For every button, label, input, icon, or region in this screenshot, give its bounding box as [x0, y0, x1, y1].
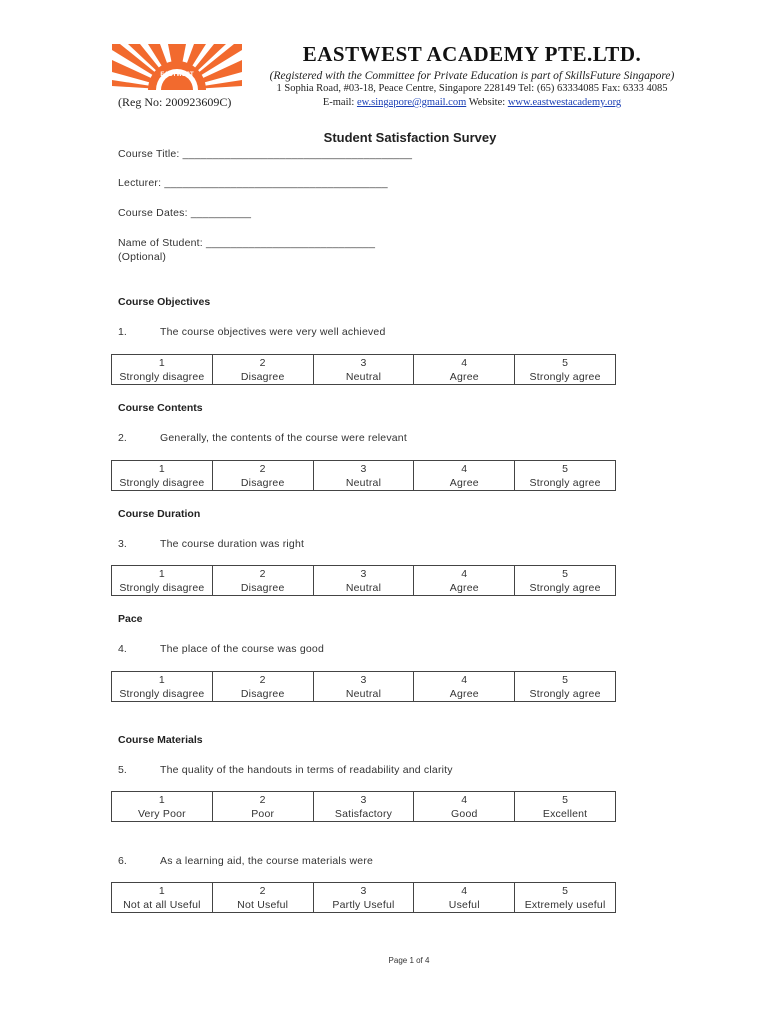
- rating-option[interactable]: 2 Not Useful: [212, 883, 313, 913]
- question-number: 6.: [118, 855, 127, 867]
- section-course-objectives: Course Objectives: [118, 296, 211, 308]
- question-number: 3.: [118, 538, 127, 550]
- website-link[interactable]: www.eastwestacademy.org: [507, 97, 622, 108]
- question-number: 4.: [118, 643, 127, 655]
- rating-option[interactable]: 5 Strongly agree: [515, 461, 616, 491]
- registration-note: (Registered with the Committee for Private Education is part of SkillsFuture Singapore): [269, 70, 675, 82]
- rating-option[interactable]: 1 Strongly disagree: [112, 566, 213, 596]
- course-dates-field[interactable]: Course Dates: __________: [118, 207, 252, 219]
- lecturer-field[interactable]: Lecturer: _____________________________________: [118, 177, 388, 189]
- question-text: The course duration was right: [160, 538, 305, 550]
- academy-logo: [112, 44, 242, 92]
- course-title-field[interactable]: Course Title: ______________________________________: [118, 148, 413, 160]
- rating-scale-q6: [111, 882, 616, 913]
- rating-option[interactable]: 4 Agree: [414, 355, 515, 385]
- table-row: [112, 355, 616, 385]
- rating-option[interactable]: 3 Satisfactory: [313, 792, 414, 822]
- organization-name: EASTWEST ACADEMY PTE.LTD.: [302, 42, 642, 66]
- rating-option[interactable]: 4 Agree: [414, 566, 515, 596]
- rating-option[interactable]: 2 Poor: [212, 792, 313, 822]
- question-number: 5.: [118, 764, 127, 776]
- rating-option[interactable]: 4 Agree: [414, 672, 515, 702]
- question-number: 2.: [118, 432, 127, 444]
- rating-option[interactable]: 5 Strongly agree: [515, 355, 616, 385]
- table-row: [112, 883, 616, 913]
- rating-option[interactable]: 2 Disagree: [212, 566, 313, 596]
- table-row: [112, 792, 616, 822]
- rating-scale-q1: [111, 354, 616, 385]
- website-label: Website:: [466, 97, 508, 108]
- rating-option[interactable]: 2 Disagree: [212, 672, 313, 702]
- rating-option[interactable]: 4 Good: [414, 792, 515, 822]
- rating-option[interactable]: 1 Very Poor: [112, 792, 213, 822]
- rating-option[interactable]: 2 Disagree: [212, 355, 313, 385]
- rating-option[interactable]: 1 Not at all Useful: [112, 883, 213, 913]
- rating-option[interactable]: 5 Excellent: [515, 792, 616, 822]
- registration-number: (Reg No: 200923609C): [118, 95, 232, 109]
- rating-scale-q3: [111, 565, 616, 596]
- survey-title: Student Satisfaction Survey: [323, 130, 497, 145]
- rating-option[interactable]: 1 Strongly disagree: [112, 672, 213, 702]
- question-text: The course objectives were very well achieved: [160, 326, 386, 338]
- section-course-materials: Course Materials: [118, 734, 203, 746]
- organization-contact: [262, 97, 682, 108]
- rating-option[interactable]: 3 Neutral: [313, 355, 414, 385]
- rating-option[interactable]: 5 Strongly agree: [515, 566, 616, 596]
- rating-option[interactable]: 5 Strongly agree: [515, 672, 616, 702]
- rating-option[interactable]: 4 Useful: [414, 883, 515, 913]
- rating-option[interactable]: 3 Neutral: [313, 461, 414, 491]
- rating-scale-q2: [111, 460, 616, 491]
- rating-option[interactable]: 3 Neutral: [313, 672, 414, 702]
- rating-option[interactable]: 5 Extremely useful: [515, 883, 616, 913]
- table-row: [112, 461, 616, 491]
- rating-option[interactable]: 1 Strongly disagree: [112, 355, 213, 385]
- rating-scale-q5: [111, 791, 616, 822]
- rating-scale-q4: [111, 671, 616, 702]
- question-text: The place of the course was good: [160, 643, 324, 655]
- section-pace: Pace: [118, 613, 143, 625]
- logo-text: EASTWEST: [160, 72, 194, 78]
- organization-address: 1 Sophia Road, #03-18, Peace Centre, Singapore 228149 Tel: (65) 63334085 Fax: 6333 4085: [276, 83, 668, 94]
- table-row: [112, 672, 616, 702]
- optional-note: (Optional): [118, 251, 167, 263]
- section-course-contents: Course Contents: [118, 402, 203, 414]
- question-number: 1.: [118, 326, 127, 338]
- page-number: Page 1 of 4: [388, 956, 430, 965]
- student-name-field[interactable]: Name of Student: ____________________________: [118, 237, 376, 249]
- email-label: E-mail:: [322, 97, 357, 108]
- section-course-duration: Course Duration: [118, 508, 201, 520]
- question-text: Generally, the contents of the course were relevant: [160, 432, 407, 444]
- question-text: The quality of the handouts in terms of readability and clarity: [160, 764, 453, 776]
- email-link[interactable]: ew.singapore@gmail.com: [356, 97, 467, 108]
- rating-option[interactable]: 1 Strongly disagree: [112, 461, 213, 491]
- rating-option[interactable]: 3 Neutral: [313, 566, 414, 596]
- table-row: [112, 566, 616, 596]
- rating-option[interactable]: 3 Partly Useful: [313, 883, 414, 913]
- rating-option[interactable]: 2 Disagree: [212, 461, 313, 491]
- rating-option[interactable]: 4 Agree: [414, 461, 515, 491]
- question-text: As a learning aid, the course materials were: [160, 855, 374, 867]
